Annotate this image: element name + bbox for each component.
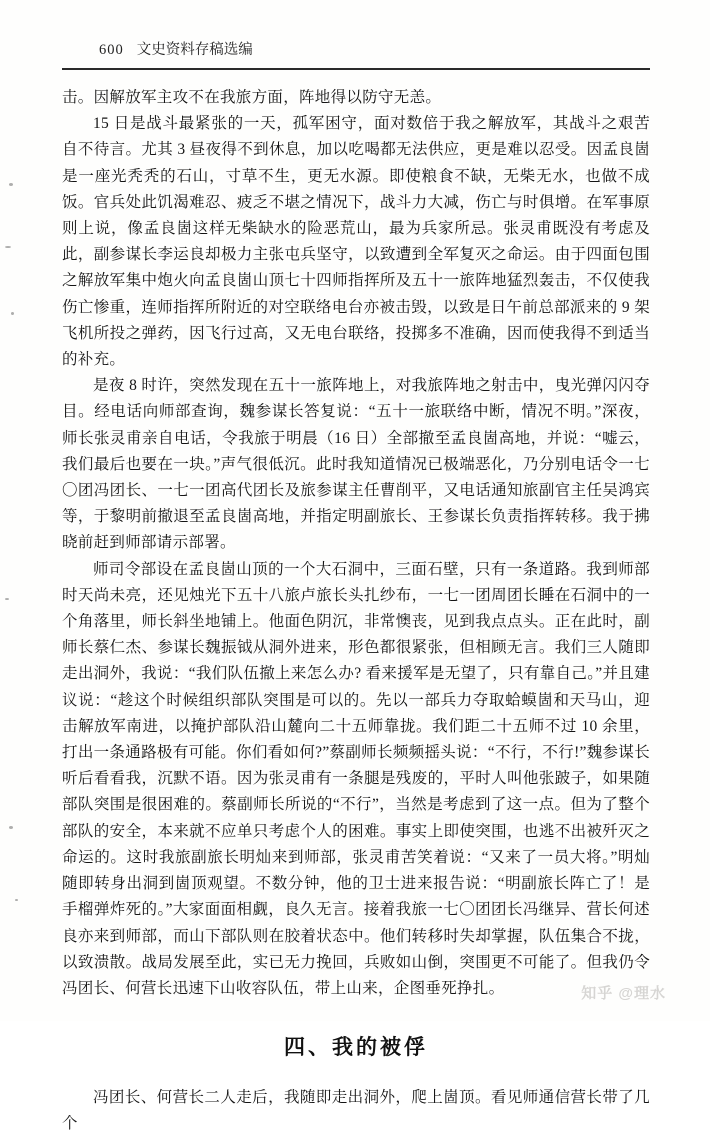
section-heading: 四、我的被俘 bbox=[284, 1036, 428, 1060]
header-rule bbox=[62, 68, 650, 70]
closing-paragraph: 冯团长、何营长二人走后，我随即走出洞外，爬上崮顶。看见师通信营长带了几个 bbox=[62, 1089, 650, 1133]
scan-artifact bbox=[5, 598, 9, 600]
running-header bbox=[62, 0, 650, 59]
body-paragraph: 15 日是战斗最紧张的一天，孤军困守，面对数倍于我之解放军，其战斗之艰苦自不待言。尤其 3 昼夜得不到休息，加以吃喝都无法供应，更是难以忍受。因孟良崮是一座光秃秃的石山，寸草不生，更无水源。即使粮食不缺，无柴无水，也做不成饭。官兵处此饥渴难忍、疲乏不堪之情况下，战斗力大减，伤亡与时俱增。在军事原则上说，像孟良崮这样无柴缺水的险恶荒山，最为兵家所忌。张灵甫既没有考虑及此，副参谋长李运良却极力主张屯兵坚守，以致遭到全军复灭之命运。由于四面包围之解放军集中炮火向孟良崮山顶七十四师指挥所及五十一旅阵地猛烈轰击，不仅使我伤亡惨重，连师指挥所附近的对空联络电台亦被击毁，以致是日午前总部派来的 9 架飞机所投之弹药，因飞行过高，又无电台联络，投掷多不准确，因而使我得不到适当的补充。 bbox=[62, 115, 650, 369]
scan-artifact bbox=[9, 826, 13, 829]
watermark: 知乎 @理水 bbox=[581, 985, 666, 1002]
scan-artifact bbox=[5, 246, 11, 248]
body-paragraph-continuation: 击。因解放军主攻不在我旅方面，阵地得以防守无恙。 bbox=[62, 89, 442, 106]
scan-artifact bbox=[9, 183, 13, 186]
page-content bbox=[62, 0, 650, 1138]
body-paragraph: 师司令部设在孟良崮山顶的一个大石洞中，三面石壁，只有一条道路。我到师部时天尚未亮，还见烛光下五十八旅卢旅长头扎纱布，一七一团周团长睡在石洞中的一个角落里，师长斜坐地铺上。他面色阴沉，非常懊丧，见到我点点头。正在此时，副师长蔡仁杰、参谋长魏振钺从洞外进来，形色都很紧张，但相顾无言。我们三人随即走出洞外，我说：“我们队伍撤上来怎么办? 看来援军是无望了，只有靠自己。”并且建议说：“趁这个时候组织部队突围是可以的。先以一部兵力夺取蛤蟆崮和天马山，迎击解放军南进，以掩护部队沿山麓向二十五师靠拢。我们距二十五师不过 10 余里，打出一条通路极有可能。你们看如何?”蔡副师长频频摇头说：“不行，不行!”魏参谋长听后看看我，沉默不语。因为张灵甫有一条腿是残废的，平时人叫他张跛子，如果随部队突围是很困难的。蔡副师长所说的“不行”，当然是考虑到了这一点。但为了整个部队的安全，本来就不应单只考虑个人的困难。事实上即使突围，也逃不出被歼灭之命运的。这时我旅副旅长明灿来到师部，张灵甫苦笑着说：“又来了一员大将。”明灿随即转身出洞到崮顶观望。不数分钟，他的卫士进来报告说：“明副旅长阵亡了！是手榴弹炸死的。”大家面面相觑，良久无言。接着我旅一七〇团团长冯继异、营长何述良亦来到师部，而山下部队则在胶着状态中。他们转移时失却掌握，队伍集合不拢，以致溃散。战局发展至此，实已无力挽回，兵败如山倒，突围更不可能了。但我仍令冯团长、何营长迅速下山收容队伍，带上山来，企图垂死挣扎。 bbox=[62, 560, 650, 997]
page-number: 600 bbox=[99, 42, 124, 58]
body-paragraph: 是夜 8 时许，突然发现在五十一旅阵地上，对我旅阵地之射击中，曳光弹闪闪夺目。经电话向师部查询，魏参谋长答复说：“五十一旅联络中断，情况不明。”深夜，师长张灵甫亲自电话，令我旅于明晨（16 日）全部撤至孟良崮高地，并说：“嘘云，我们最后也要在一块。”声气很低沉。此时我知道情况已极端恶化，乃分别电话令一七〇团冯团长、一七一团高代团长及旅参谋主任曹削平，又电话通知旅副官主任吴鸿宾等，于黎明前撤退至孟良崮高地，并指定明副旅长、王参谋长负责指挥转移。我于拂晓前赶到师部请示部署。 bbox=[62, 377, 650, 552]
article-body bbox=[62, 85, 650, 1138]
scan-artifact bbox=[11, 312, 14, 315]
book-title: 文史资料存稿选编 bbox=[136, 42, 253, 58]
scan-artifact bbox=[15, 899, 18, 901]
